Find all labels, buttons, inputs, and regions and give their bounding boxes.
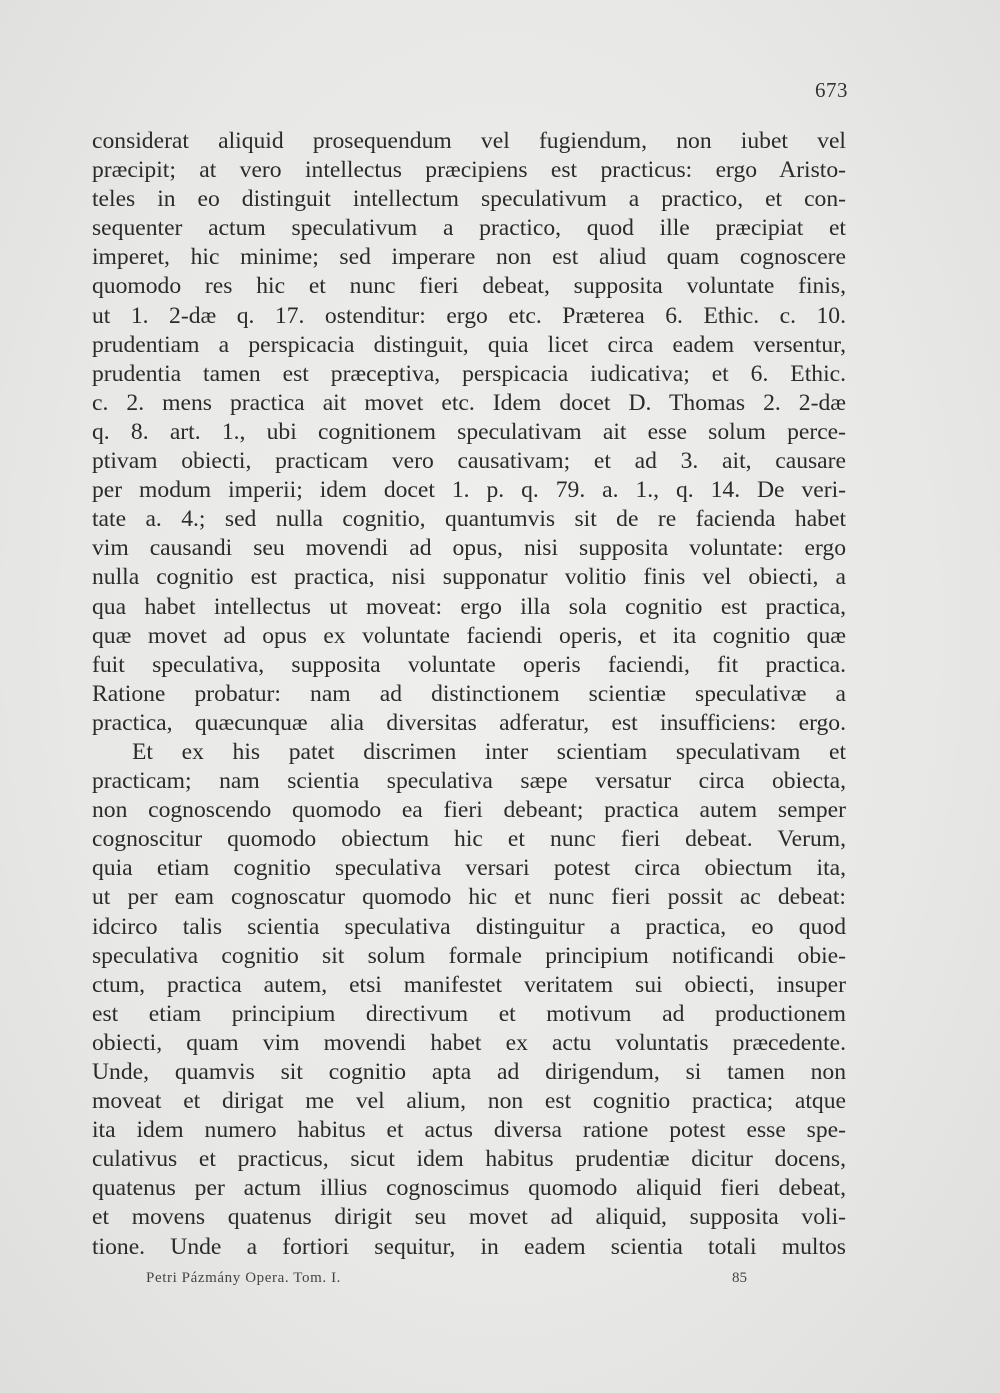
text-line: speculativa cognitio sit solum formale principium notificandi obie- [92,942,846,969]
text-line: quomodo res hic et nunc fieri debeat, supposita voluntate finis, [92,273,846,300]
page-number: 673 [815,78,848,102]
text-line: fuit speculativa, supposita voluntate operis faciendi, fit practica. [92,651,846,678]
text-line: practicam; nam scientia speculativa sæpe versatur circa obiecta, [92,768,846,795]
body-text [92,127,846,1262]
text-line: considerat aliquid prosequendum vel fugiendum, non iubet vel [92,128,846,154]
text-line: ptivam obiecti, practicam vero causativam; et ad 3. ait, causare [92,448,846,475]
text-line: per modum imperii; idem docet 1. p. q. 79. a. 1., q. 14. De veri- [92,477,846,504]
footer-sheet-number: 85 [732,1270,747,1286]
text-line: qua habet intellectus ut moveat: ergo illa sola cognitio est practica, [92,593,846,620]
text-line: Ratione probatur: nam ad distinctionem scientiæ speculativæ a [92,680,846,707]
text-line: sequenter actum speculativum a practico, quod ille præcipiat et [92,215,846,242]
text-line: ut 1. 2-dæ q. 17. ostenditur: ergo etc. Præterea 6. Ethic. c. 10. [92,302,846,329]
text-line: q. 8. art. 1., ubi cognitionem speculativam ait esse solum perce- [92,418,846,445]
text-line: vim causandi seu movendi ad opus, nisi supposita voluntate: ergo [92,535,846,562]
text-line: est etiam principium directivum et motivum ad productionem [92,1000,846,1027]
text-line: teles in eo distinguit intellectum speculativum a practico, et con- [92,186,846,213]
text-line: idcirco talis scientia speculativa distinguitur a practica, eo quod [92,913,846,940]
text-line: Unde, quamvis sit cognitio apta ad dirigendum, si tamen non [92,1059,846,1085]
text-line: præcipit; at vero intellectus præcipiens est practicus: ergo Aristo- [92,157,846,184]
text-line: culativus et practicus, sicut idem habitus prudentiæ dicitur docens, [92,1146,846,1173]
text-line: nulla cognitio est practica, nisi supponatur volitio finis vel obiecti, a [92,564,846,591]
text-line: tione. Unde a fortiori sequitur, in eadem scientia totali multos [92,1233,846,1260]
text-line: quia etiam cognitio speculativa versari potest circa obiectum ita, [92,855,846,882]
text-line: prudentia tamen est præceptiva, perspicacia iudicativa; et 6. Ethic. [92,360,846,387]
text-line: moveat et dirigat me vel alium, non est cognitio practica; atque [92,1088,846,1115]
text-line: quatenus per actum illius cognoscimus quomodo aliquid fieri debeat, [92,1175,846,1202]
text-line: ita idem numero habitus et actus diversa ratione potest esse spe- [92,1117,846,1144]
text-line: tate a. 4.; sed nulla cognitio, quantumvis sit de re facienda habet [92,506,846,533]
text-line: ut per eam cognoscatur quomodo hic et nunc fieri possit ac debeat: [92,884,846,911]
text-line: cognoscitur quomodo obiectum hic et nunc fieri debeat. Verum, [92,826,846,853]
text-line: practica, quæcunquæ alia diversitas adferatur, est insufficiens: ergo. [92,709,846,736]
text-line: c. 2. mens practica ait movet etc. Idem docet D. Thomas 2. 2-dæ [92,389,846,416]
text-line: quæ movet ad opus ex voluntate faciendi operis, et ita cognitio quæ [92,622,846,649]
footer-signature: Petri Pázmány Opera. Tom. I. [146,1270,342,1286]
text-line: imperet, hic minime; sed imperare non est aliud quam cognoscere [92,244,846,271]
text-line: et movens quatenus dirigit seu movet ad aliquid, supposita voli- [92,1204,846,1231]
text-line: prudentiam a perspicacia distinguit, quia licet circa eadem versentur, [92,331,846,358]
text-line: ctum, practica autem, etsi manifestet veritatem sui obiecti, insuper [92,971,846,998]
text-line: non cognoscendo quomodo ea fieri debeant; practica autem semper [92,797,846,824]
text-line: obiecti, quam vim movendi habet ex actu voluntatis præcedente. [92,1029,846,1056]
text-line: Et ex his patet discrimen inter scientiam speculativam et [132,738,846,765]
